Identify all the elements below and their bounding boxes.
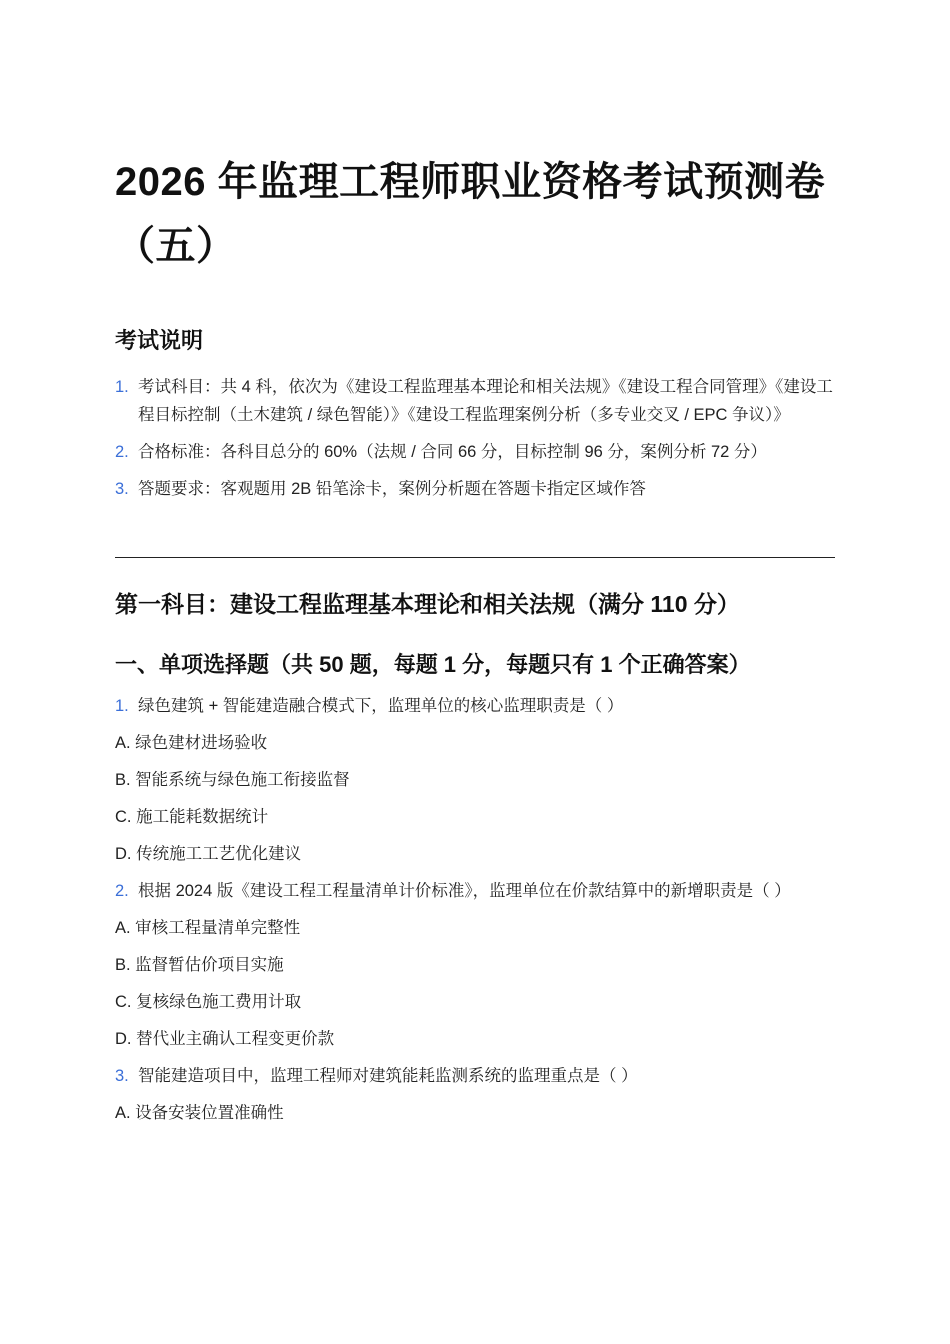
option-c: C. 复核绿色施工费用计取 <box>115 993 302 1011</box>
question-text: 根据 2024 版《建设工程工程量清单计价标准》，监理单位在价款结算中的新增职责是（ ） <box>138 882 791 900</box>
question-text: 智能建造项目中，监理工程师对建筑能耗监测系统的监理重点是（ ） <box>138 1067 638 1085</box>
section-divider <box>115 557 835 558</box>
option-a: A. 设备安装位置准确性 <box>115 1104 284 1122</box>
note-item <box>115 438 835 466</box>
option-b: B. 智能系统与绿色施工衔接监督 <box>115 771 350 789</box>
question-number: 3. <box>115 1067 129 1085</box>
notes-heading: 考试说明 <box>115 328 204 353</box>
note-item <box>115 373 835 429</box>
note-number: 3. <box>115 480 129 498</box>
question-block <box>115 1062 835 1127</box>
question-number: 2. <box>115 882 129 900</box>
note-text: 答题要求：客观题用 2B 铅笔涂卡，案例分析题在答题卡指定区域作答 <box>138 480 646 498</box>
question-stem <box>115 1062 838 1090</box>
option-c: C. 施工能耗数据统计 <box>115 808 269 826</box>
option-d: D. 传统施工工艺优化建议 <box>115 845 302 863</box>
note-number: 2. <box>115 443 129 461</box>
question-text: 绿色建筑 + 智能建造融合模式下，监理单位的核心监理职责是（ ） <box>138 697 624 715</box>
note-item <box>115 475 835 503</box>
document-title: 2026 年监理工程师职业资格考试预测卷（五） <box>115 160 826 268</box>
option-a: A. 审核工程量清单完整性 <box>115 919 301 937</box>
question-number: 1. <box>115 697 129 715</box>
note-number: 1. <box>115 378 129 396</box>
subject-heading: 第一科目：建设工程监理基本理论和相关法规（满分 110 分） <box>115 591 740 617</box>
question-stem <box>115 877 838 905</box>
part-heading: 一、单项选择题（共 50 题，每题 1 分，每题只有 1 个正确答案） <box>115 652 751 677</box>
notes-list <box>115 373 835 503</box>
note-text: 合格标准：各科目总分的 60%（法规 / 合同 66 分，目标控制 96 分，案例分析 72 分） <box>138 443 767 461</box>
option-a: A. 绿色建材进场验收 <box>115 734 268 752</box>
option-b: B. 监督暂估价项目实施 <box>115 956 284 974</box>
question-block <box>115 692 835 868</box>
question-stem <box>115 692 838 720</box>
option-d: D. 替代业主确认工程变更价款 <box>115 1030 335 1048</box>
note-text: 考试科目：共 4 科，依次为《建设工程监理基本理论和相关法规》《建设工程合同管理》《建设工程目标控制（土木建筑 / 绿色智能）》《建设工程监理案例分析（多专业交叉 / EPC 争议）》 <box>138 378 833 424</box>
question-block <box>115 877 835 1053</box>
